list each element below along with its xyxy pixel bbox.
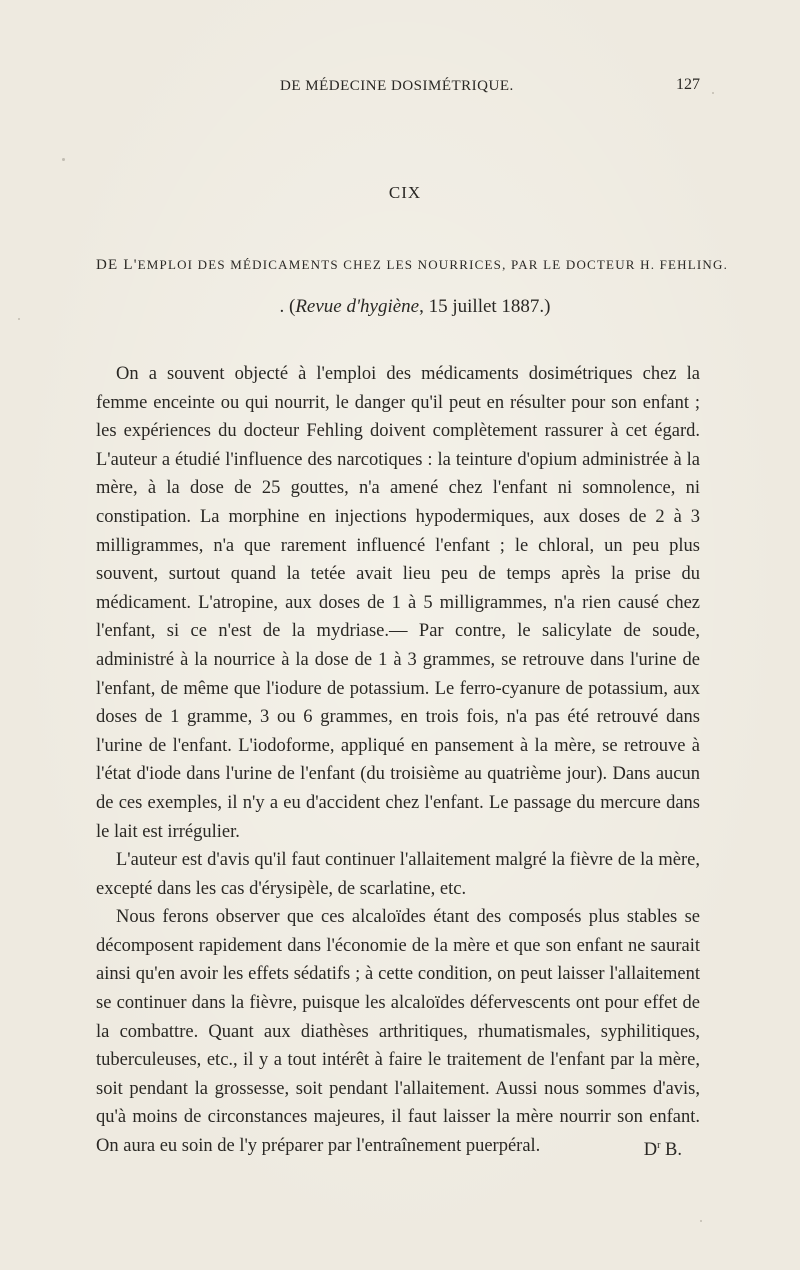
- source-citation: [0, 296, 800, 318]
- article-title-prefix: DE L': [96, 257, 138, 273]
- running-title: DE MÉDECINE DOSIMÉTRIQUE.: [280, 78, 514, 94]
- signature-title: D: [643, 1140, 658, 1161]
- paragraph: On a souvent objecté à l'emploi des médicaments dosimétriques chez la femme enceinte ou qui nourrit, le danger qu'il peut en résulter pour son enfant ; les expériences du docteur Fehling doivent complètement rassurer à cet égard. L'auteur a étudié l'influence des narcotiques : la teinture d'opium administrée à la mère, à la dose de 25 gouttes, n'a amené chez l'enfant ni somnolence, ni constipation. La morphine en injections hypodermiques, aux doses de 2 à 3 milligrammes, n'a que rarement influencé l'enfant ; le chloral, un peu plus souvent, surtout quand la tetée avait lieu peu de temps après la prise du médicament. L'atropine, aux doses de 1 à 5 milligrammes, n'a rien causé chez l'enfant, si ce n'est de la mydriase.— Par contre, le salicylate de soude, administré à la nourrice à la dose de 1 à 3 grammes, se retrouve dans l'urine de l'enfant, de même que l'iodure de potassium. Le ferro-cyanure de potassium, aux doses de 1 gramme, 3 ou 6 grammes, en trois fois, n'a pas été retrouvé dans l'urine de l'enfant. L'iodoforme, appliqué en pansement à la mère, se retrouve à l'état d'iode dans l'urine de l'enfant (du troisième au quatrième jour). Dans aucun de ces exemples, il n'y a eu d'accident chez l'enfant. Le passage du mercure dans le lait est irrégulier.: [96, 364, 700, 842]
- paper-speck: [712, 92, 714, 94]
- paragraph: L'auteur est d'avis qu'il faut continuer l'allaitement malgré la fièvre de la mère, excepté dans les cas d'érysipèle, de scarlatine, etc.: [96, 850, 700, 899]
- signature-name: B.: [660, 1140, 682, 1161]
- source-date: , 15 juillet 1887.): [419, 296, 551, 317]
- article-title-rest: EMPLOI DES MÉDICAMENTS CHEZ LES NOURRICES, PAR LE DOCTEUR H. FEHLING.: [137, 257, 729, 272]
- source-open: . (: [279, 296, 296, 317]
- body-text: [96, 360, 700, 1165]
- paper-speck: [62, 158, 65, 161]
- article-title: [96, 257, 729, 274]
- chapter-number: CIX: [388, 183, 422, 202]
- signature: [624, 1132, 682, 1165]
- paper-speck: [700, 1220, 702, 1222]
- page-number: 127: [676, 76, 700, 93]
- signature-title-superscript: r: [657, 1140, 661, 1152]
- source-journal: Revue d'hygiène: [295, 296, 420, 317]
- paragraph: [96, 903, 700, 1160]
- paragraph-text: Nous ferons observer que ces alcaloïdes étant des composés plus stables se décomposent rapidement dans l'économie de la mère et que son enfant ne saurait ainsi qu'en avoir les effets sédatifs ; à cette condition, on peut laisser l'allaitement se continuer dans la fièvre, puisque les alcaloïdes défervescents ont pour effet de la combattre. Quant aux diathèses arthritiques, rhumatismales, syphilitiques, tuberculeuses, etc., il y a tout intérêt à faire le traitement de l'enfant par la mère, soit pendant la grossesse, soit pendant l'allaitement. Aussi nous sommes d'avis, qu'à moins de circonstances majeures, il faut laisser la mère nourrir son enfant. On aura eu soin de l'y préparer par l'entraînement puerpéral.: [96, 907, 700, 1157]
- running-head: [0, 78, 800, 102]
- paper-speck: [18, 318, 20, 320]
